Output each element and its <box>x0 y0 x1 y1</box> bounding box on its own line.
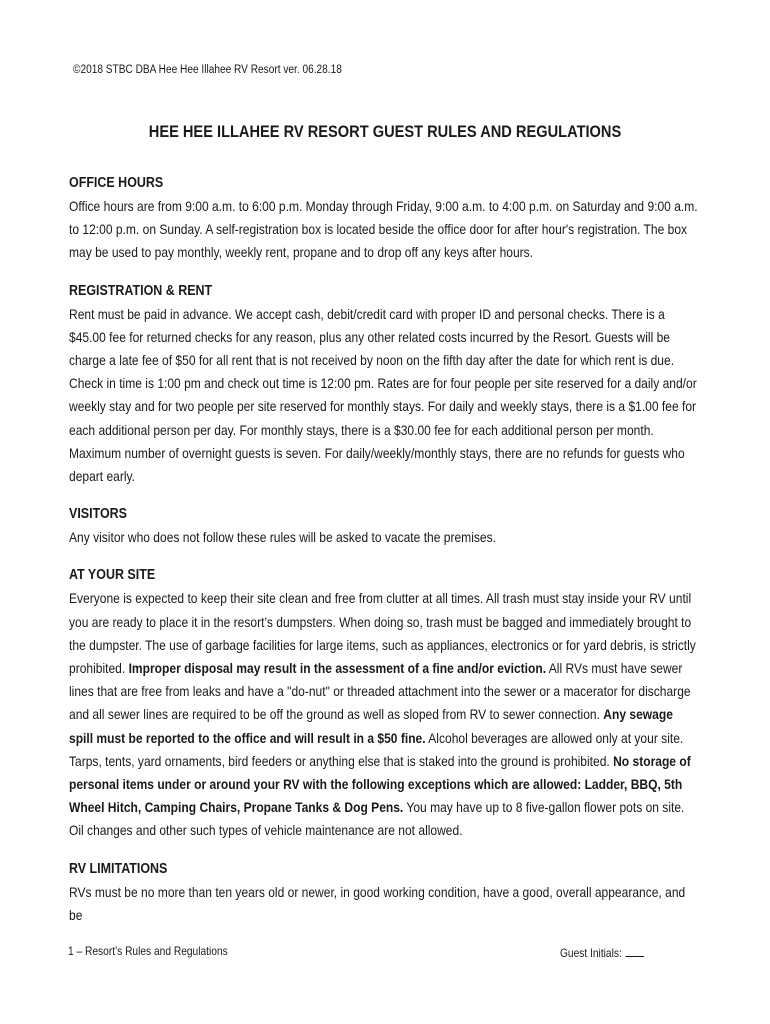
section-at-your-site <box>69 564 770 842</box>
text-run: Alcohol beverages are allowed only at your site. Tarps, tents, yard ornaments, bird feeders or anything else that is staked into the ground is prohibited. <box>69 729 684 769</box>
bold-rule-storage: No storage of personal items under or around your RV with the following exceptions which are allowed: Ladder, BBQ, 5th Wheel Hitch, Camping Chairs, Propane Tanks & Dog Pens. <box>69 752 691 816</box>
section-text: Any visitor who does not follow these rules will be asked to vacate the premises. <box>69 529 496 546</box>
section-heading: OFFICE HOURS <box>69 175 164 191</box>
guest-initials-field <box>560 944 644 960</box>
section-visitors <box>69 503 770 549</box>
document-content <box>69 172 770 942</box>
section-text <box>69 587 699 842</box>
text-run: All RVs must have sewer lines that are free from leaks and have a "do-nut" or threaded attachment into the sewer or a macerator for discharge and all sewer lines are required to be off the ground as well as sloped from RV to sewer connection. <box>69 660 691 723</box>
copyright-line: ©2018 STBC DBA Hee Hee Illahee RV Resort ver. 06.28.18 <box>73 64 342 76</box>
initials-blank-line <box>625 944 644 957</box>
section-rv-limitations <box>69 858 770 927</box>
page-footer-label: 1 – Resort’s Rules and Regulations <box>68 944 228 958</box>
section-heading: VISITORS <box>69 506 127 523</box>
text-run: You may have up to 8 five-gallon flower pots on site. Oil changes and other such types of vehicle maintenance are not allowed. <box>69 799 685 839</box>
bold-rule-disposal: Improper disposal may result in the assessment of a fine and/or eviction. <box>128 660 547 677</box>
section-office-hours <box>69 172 770 265</box>
document-title: HEE HEE ILLAHEE RV RESORT GUEST RULES AND REGULATIONS <box>148 122 622 141</box>
section-heading: REGISTRATION & RENT <box>69 282 213 299</box>
section-text: RVs must be no more than ten years old or newer, in good working condition, have a good, overall appearance, and be <box>69 883 686 923</box>
section-heading: AT YOUR SITE <box>69 567 156 584</box>
section-text: Rent must be paid in advance. We accept cash, debit/credit card with proper ID and personal checks. There is a $45.00 fee for returned checks for any reason, plus any other related costs incurred by the Resort. Guests will be charge a late fee of $50 for all rent that is not received by noon on the fifth day after the date for which rent is due. Check in time is 1:00 pm and check out time is 12:00 pm. Rates are for four people per site reserved for a daily and/or weekly stay and for two people per site reserved for monthly stays. For daily and weekly stays, there is a $1.00 fee for each additional person per day. For monthly stays, there is a $30.00 fee for each additional person per month. Maximum number of overnight guests is seven. For daily/weekly/monthly stays, there are no refunds for guests who depart early. <box>69 305 697 485</box>
section-registration <box>69 280 770 489</box>
section-text: Office hours are from 9:00 a.m. to 6:00 p.m. Monday through Friday, 9:00 a.m. to 4:00 p.m. on Saturday and 9:00 a.m. to 12:00 p.m. on Sunday. A self-registration box is located beside the office door for after hour's registration. The box may be used to pay monthly, weekly rent, propane and to drop off any keys after hours. <box>69 198 698 261</box>
text-run: Everyone is expected to keep their site clean and free from clutter at all times. All trash must stay inside your RV until you are ready to place it in the resort’s dumpsters. When doing so, trash must be bagged and immediately brought to the dumpster. The use of garbage facilities for large items, such as appliances, electronics or for yard debris, is strictly prohibited. <box>69 590 696 677</box>
bold-rule-sewage: Any sewage spill must be reported to the office and will result in a $50 fine. <box>69 706 673 746</box>
section-heading: RV LIMITATIONS <box>69 860 168 877</box>
guest-initials-label: Guest Initials: <box>560 946 622 960</box>
